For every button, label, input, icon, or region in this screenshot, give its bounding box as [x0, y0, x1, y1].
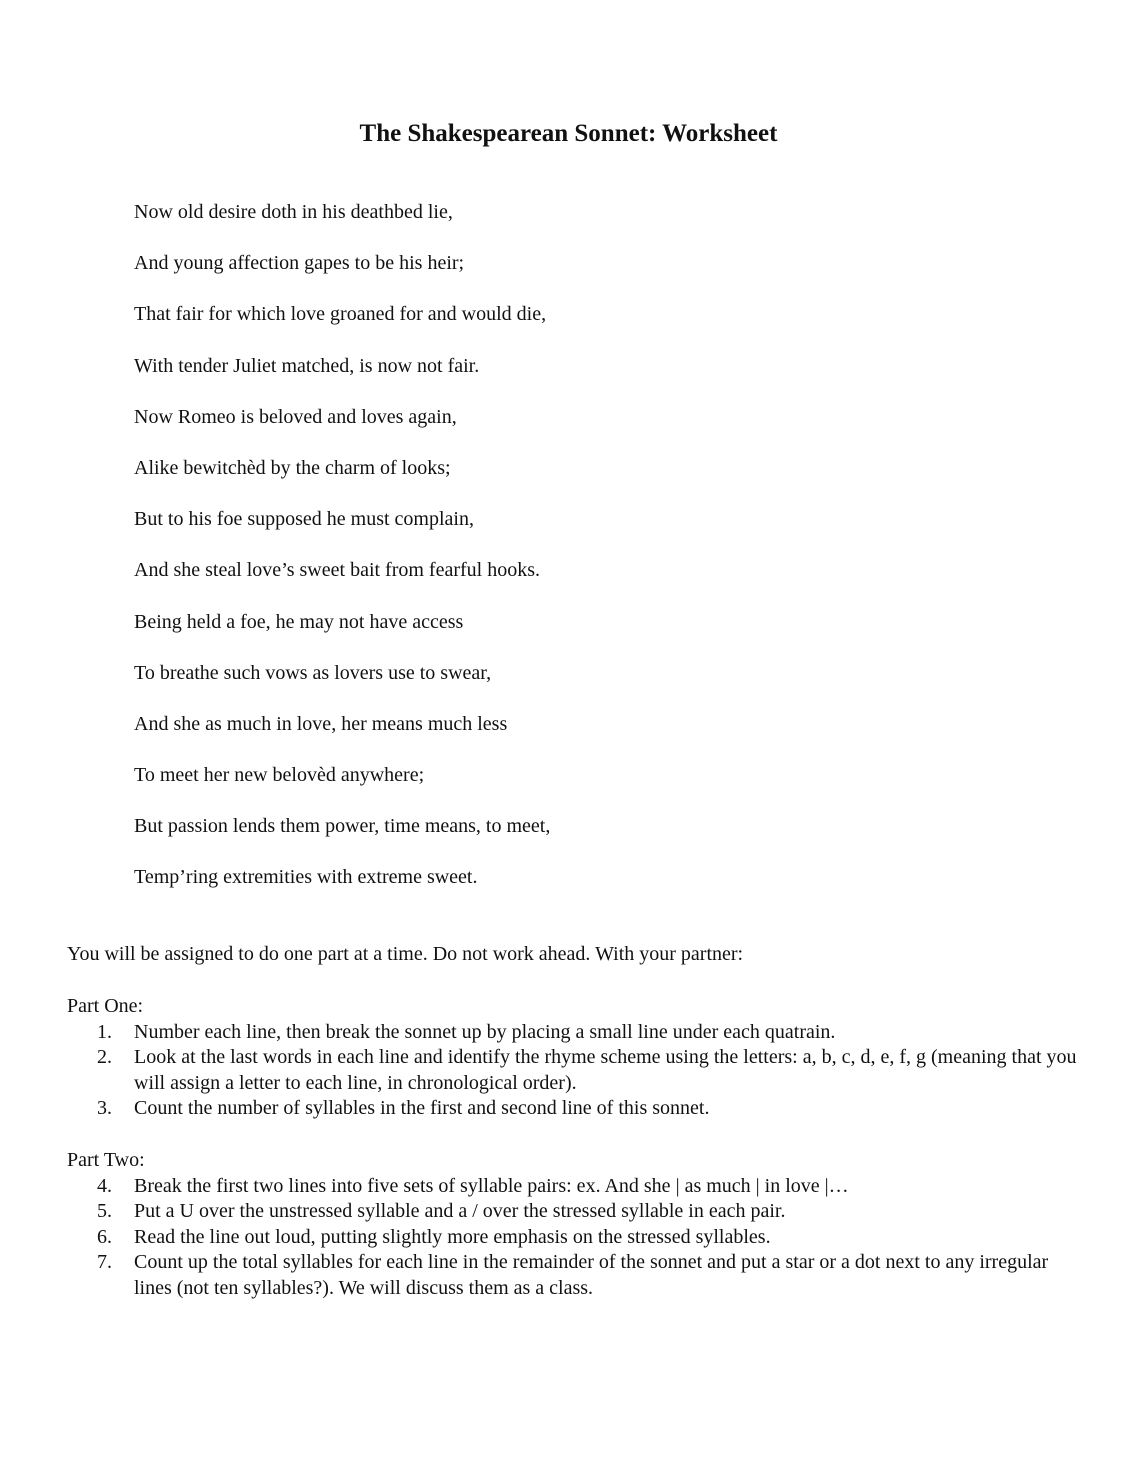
sonnet [134, 196, 550, 913]
step-1 [67, 1020, 1077, 1046]
step-number: 1. [97, 1020, 112, 1043]
sonnet-line-3: That fair for which love groaned for and would die, [134, 303, 547, 326]
step-text: Count the number of syllables in the first and second line of this sonnet. [134, 1097, 710, 1119]
step-4 [67, 1174, 1077, 1200]
step-text: Put a U over the unstressed syllable and a / over the stressed syllable in each pair. [134, 1200, 786, 1222]
step-number: 7. [97, 1251, 112, 1273]
step-number: 5. [97, 1200, 112, 1222]
sonnet-line-12: To meet her new belovèd anywhere; [134, 764, 425, 787]
step-text: Break the first two lines into five sets of syllable pairs: ex. And she | as much | in love |… [134, 1174, 849, 1197]
part-one-steps [67, 1020, 1077, 1122]
step-number: 6. [97, 1225, 112, 1248]
part-two-heading: Part Two: [67, 1149, 145, 1171]
part-one-heading: Part One: [67, 995, 144, 1017]
part-one [67, 994, 1077, 1122]
sonnet-line-2: And young affection gapes to be his heir; [134, 252, 465, 275]
sonnet-line-11: And she as much in love, her means much less [134, 712, 508, 735]
step-number: 3. [97, 1097, 112, 1119]
step-number: 4. [97, 1174, 112, 1197]
sonnet-line-6: Alike bewitchèd by the charm of looks; [134, 456, 451, 479]
step-text: Read the line out loud, putting slightly more emphasis on the stressed syllables. [134, 1225, 771, 1248]
sonnet-line-8: And she steal love’s sweet bait from fearful hooks. [134, 559, 541, 582]
step-6 [67, 1225, 1077, 1251]
sonnet-line-1: Now old desire doth in his deathbed lie, [134, 201, 453, 223]
sonnet-line-10: To breathe such vows as lovers use to swear, [134, 661, 492, 684]
sonnet-line-13: But passion lends them power, time means, to meet, [134, 815, 551, 838]
sonnet-line-5: Now Romeo is beloved and loves again, [134, 405, 457, 428]
sonnet-line-7: But to his foe supposed he must complain, [134, 508, 474, 531]
part-two [67, 1148, 1077, 1301]
page-title: The Shakespearean Sonnet: Worksheet [359, 120, 778, 147]
step-text: Number each line, then break the sonnet up by placing a small line under each quatrain. [134, 1020, 836, 1043]
step-5 [67, 1199, 1077, 1225]
step-7 [67, 1250, 1077, 1301]
step-text: Count up the total syllables for each line in the remainder of the sonnet and put a star or a dot next to any irregular lines (not ten syllables?). We will discuss them as a class. [134, 1251, 1049, 1299]
step-text: Look at the last words in each line and identify the rhyme scheme using the letters: a, b, c, d, e, f, g (meaning that you will assign a letter to each line, in chronological order). [134, 1046, 1077, 1094]
step-3 [67, 1096, 1077, 1122]
sonnet-line-4: With tender Juliet matched, is now not fair. [134, 354, 480, 377]
sonnet-line-14: Temp’ring extremities with extreme sweet. [134, 866, 478, 889]
instructions-intro: You will be assigned to do one part at a time. Do not work ahead. With your partner: [67, 943, 744, 965]
step-number: 2. [97, 1046, 112, 1068]
step-2 [67, 1045, 1077, 1096]
part-two-steps [67, 1174, 1077, 1302]
sonnet-line-9: Being held a foe, he may not have access [134, 610, 464, 633]
